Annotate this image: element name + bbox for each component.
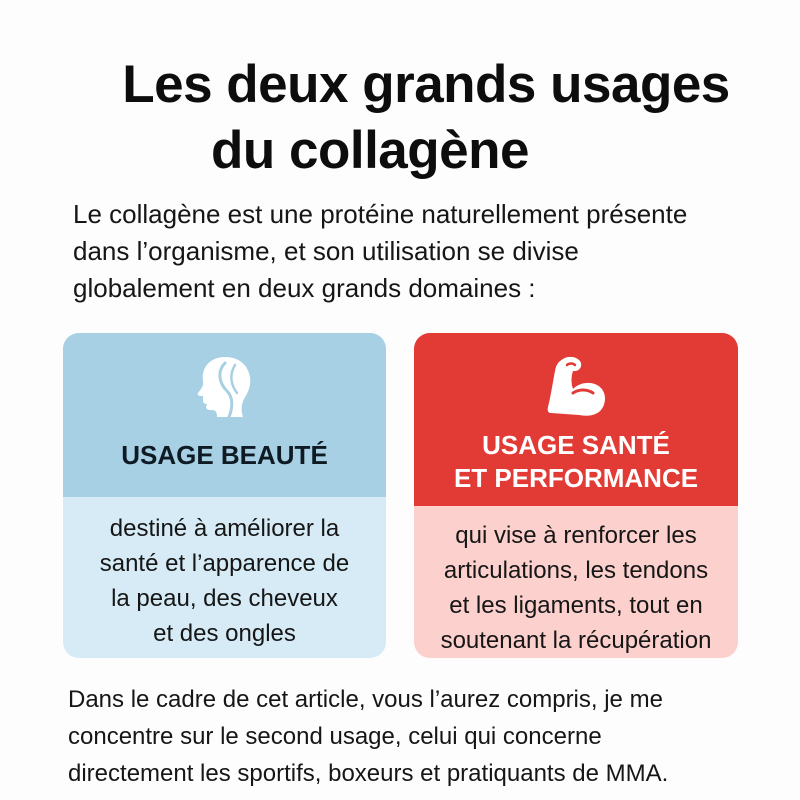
- card-body-line: la peau, des cheveux: [111, 585, 338, 612]
- intro-line: dans l’organisme, et son utilisation se divise: [73, 236, 579, 266]
- card-body-line: articulations, les tendons: [443, 557, 709, 584]
- beauty-usage-card: [63, 333, 386, 658]
- face-profile-icon: [195, 355, 255, 419]
- card-body-line: santé et l’apparence de: [99, 550, 350, 577]
- health-card-header: [414, 333, 738, 506]
- flexed-arm-icon: [545, 353, 607, 419]
- beauty-card-title: [63, 439, 386, 472]
- intro-line: Le collagène est une protéine naturellement présente: [73, 199, 688, 229]
- beauty-card-description: [63, 511, 386, 651]
- page-title: [0, 52, 800, 184]
- outro-line: Dans le cadre de cet article, vous l’aurez compris, je me: [68, 686, 663, 713]
- outro-line: directement les sportifs, boxeurs et pratiquants de MMA.: [68, 760, 669, 787]
- intro-line: globalement en deux grands domaines :: [73, 273, 536, 303]
- health-card-description: [414, 518, 738, 658]
- intro-paragraph: [73, 196, 773, 307]
- card-body-line: et les ligaments, tout en: [449, 592, 703, 619]
- title-line: du collagène: [211, 121, 529, 180]
- beauty-card-header: [63, 333, 386, 497]
- outro-line: concentre sur le second usage, celui qui concerne: [68, 723, 602, 750]
- health-performance-usage-card: [414, 333, 738, 658]
- card-title-line: ET PERFORMANCE: [453, 463, 699, 493]
- card-body-line: et des ongles: [153, 620, 296, 647]
- conclusion-paragraph: [68, 681, 788, 792]
- title-line: Les deux grands usages: [122, 55, 730, 114]
- card-title-line: USAGE SANTÉ: [482, 430, 670, 460]
- card-body-line: qui vise à renforcer les: [455, 522, 697, 549]
- card-body-line: soutenant la récupération: [440, 627, 712, 654]
- health-card-title: [414, 429, 738, 495]
- card-body-line: destiné à améliorer la: [109, 515, 340, 542]
- card-title-line: USAGE BEAUTÉ: [121, 440, 328, 470]
